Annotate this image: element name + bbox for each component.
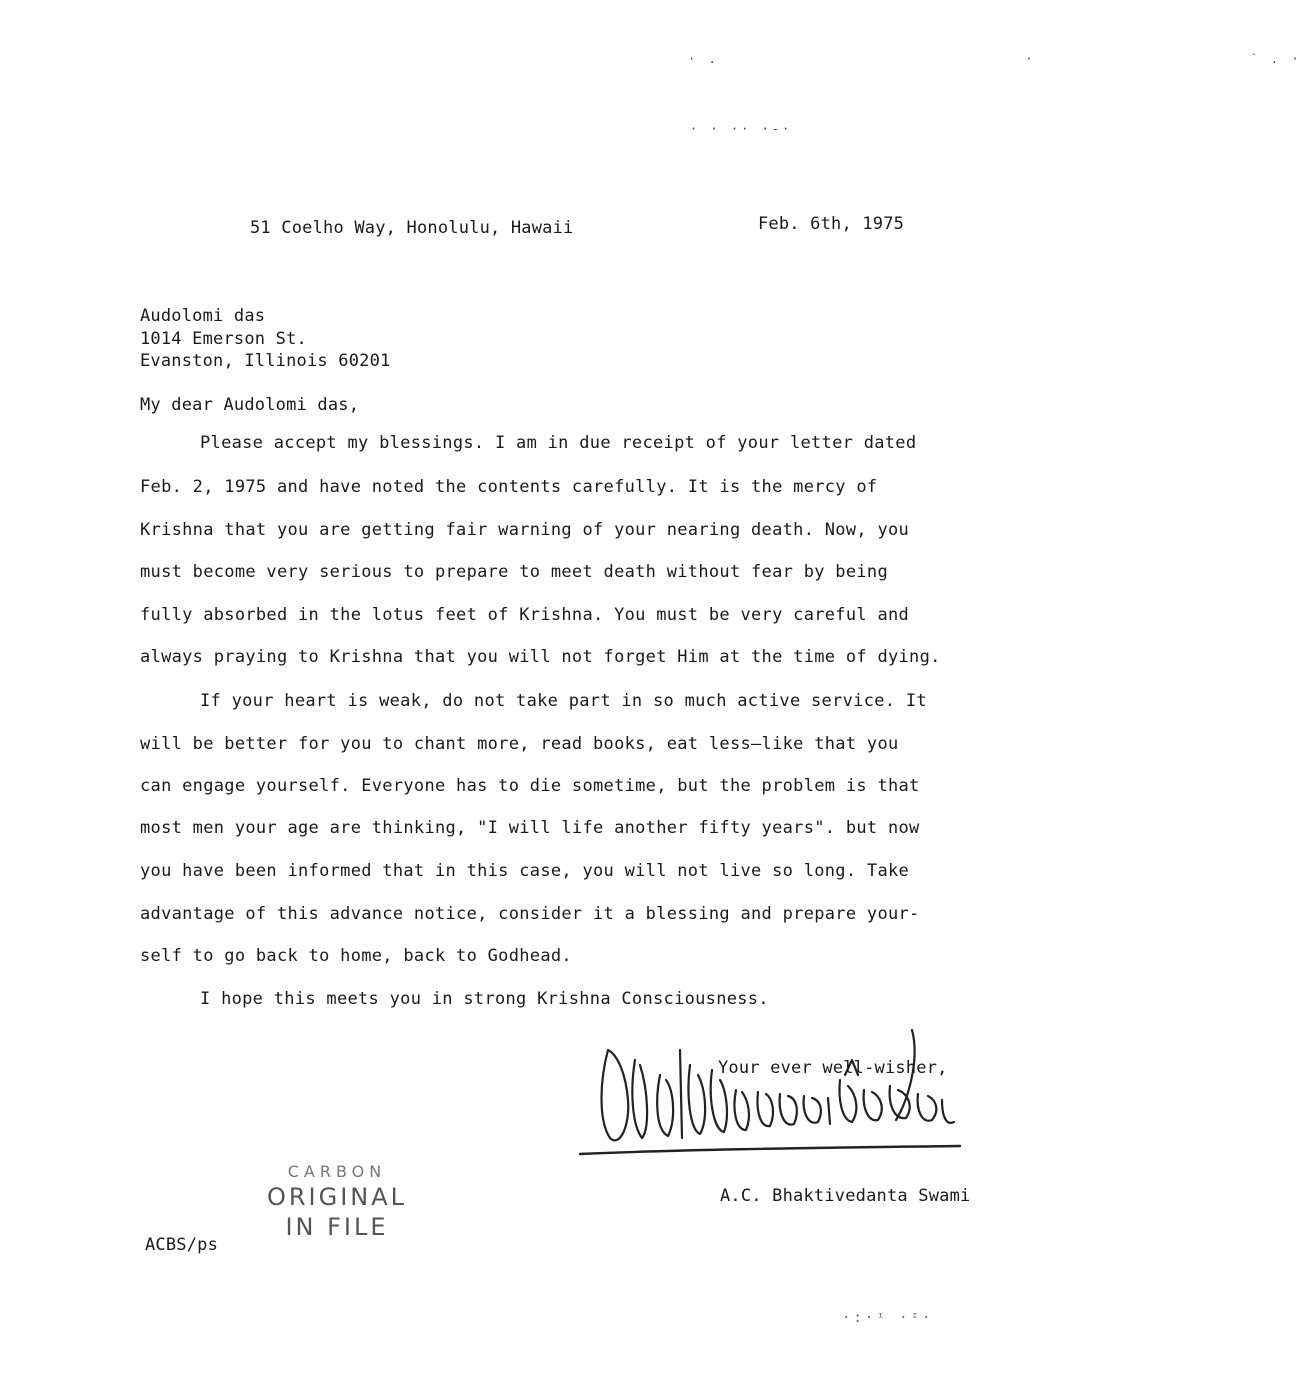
closing: Your ever well-wisher,	[718, 1058, 948, 1078]
body-line: self to go back to home, back to Godhead.	[140, 946, 572, 966]
body-line: advantage of this advance notice, consider it a blessing and prepare your-	[140, 904, 920, 924]
reference-initials: ACBS/ps	[145, 1235, 219, 1255]
scan-specks-top: · . · ˙ . ·	[688, 52, 1301, 66]
body-line: fully absorbed in the lotus feet of Krishna. You must be very careful and	[140, 605, 910, 625]
body-line: Feb. 2, 1975 and have noted the contents carefully. It is the mercy of	[140, 477, 878, 497]
body-line: most men your age are thinking, "I will life another fifty years". but now	[140, 818, 920, 838]
body-line: I hope this meets you in strong Krishna Consciousness.	[200, 989, 769, 1009]
salutation: My dear Audolomi das,	[140, 395, 360, 415]
body-line: will be better for you to chant more, read books, eat less—like that you	[140, 734, 899, 754]
body-line: always praying to Krishna that you will not forget Him at the time of dying.	[140, 647, 941, 667]
recipient-city: Evanston, Illinois 60201	[140, 351, 391, 371]
stamp-line-3: IN FILE	[285, 1213, 389, 1241]
stamp-line-1: CARBON	[287, 1162, 387, 1181]
body-line: Please accept my blessings. I am in due receipt of your letter dated	[200, 433, 917, 453]
handwritten-signature	[590, 1020, 970, 1170]
carbon-original-stamp	[262, 1162, 412, 1242]
sender-address: 51 Coelho Way, Honolulu, Hawaii	[250, 218, 574, 238]
body-line: Krishna that you are getting fair warning of your nearing death. Now, you	[140, 520, 910, 540]
body-line: you have been informed that in this case, you will not live so long. Take	[140, 861, 910, 881]
body-line: can engage yourself. Everyone has to die sometime, but the problem is that	[140, 776, 920, 796]
signatory-name: A.C. Bhaktivedanta Swami	[720, 1186, 971, 1206]
scan-specks-mid: · · ·· ·-·	[690, 122, 793, 136]
stamp-line-2: ORIGINAL	[266, 1183, 408, 1211]
body-line: If your heart is weak, do not take part in so much active service. It	[200, 691, 927, 711]
body-line: must become very serious to prepare to meet death without fear by being	[140, 562, 888, 582]
letter-date: Feb. 6th, 1975	[758, 214, 905, 234]
page-mark: ·:·ᶦ ·ᶦ·	[842, 1310, 934, 1326]
recipient-name: Audolomi das	[140, 306, 266, 326]
recipient-street: 1014 Emerson St.	[140, 329, 307, 349]
